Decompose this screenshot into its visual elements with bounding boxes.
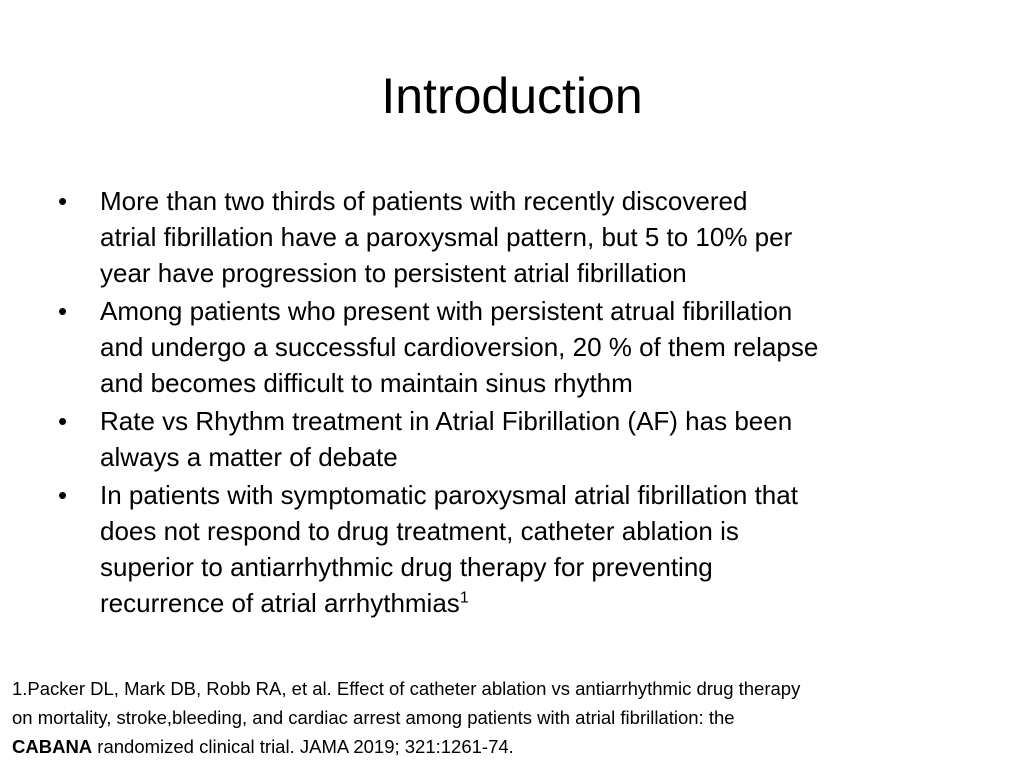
reference-line-1: 1.Packer DL, Mark DB, Robb RA, et al. Effect of catheter ablation vs antiarrhythmic drug therapy (12, 678, 801, 699)
bullet-list (58, 183, 978, 623)
bullet-dot-icon: • (58, 186, 68, 216)
bullet-line: In patients with symptomatic paroxysmal atrial fibrillation that (100, 480, 798, 510)
bullet-line: Rate vs Rhythm treatment in Atrial Fibrillation (AF) has been (100, 406, 793, 436)
slide-title: Introduction (381, 68, 643, 124)
bullet-item-3 (58, 403, 978, 475)
bullet-line-last (100, 585, 978, 621)
citation-superscript: 1 (459, 589, 469, 607)
bullet-item-1 (58, 183, 978, 291)
bullet-dot-icon: • (58, 480, 68, 510)
bullet-dot-icon: • (58, 296, 68, 326)
bullet-line: atrial fibrillation have a paroxysmal pattern, but 5 to 10% per (100, 222, 793, 252)
bullet-line: does not respond to drug treatment, catheter ablation is (100, 516, 739, 546)
bullet-dot-icon: • (58, 406, 68, 436)
reference-line-3: randomized clinical trial. JAMA 2019; 321:1261-74. (92, 736, 514, 757)
bullet-line: and undergo a successful cardioversion, 20 % of them relapse (100, 332, 819, 362)
reference-citation (12, 674, 1017, 761)
bullet-line-text: recurrence of atrial arrhythmias (100, 588, 460, 618)
bullet-item-2 (58, 293, 978, 401)
bullet-line: always a matter of debate (100, 442, 398, 472)
bullet-line: and becomes difficult to maintain sinus rhythm (100, 368, 633, 398)
reference-trial-name: CABANA (12, 736, 93, 757)
reference-line-2: on mortality, stroke,bleeding, and cardiac arrest among patients with atrial fibrillation: the (12, 707, 735, 728)
bullet-line: superior to antiarrhythmic drug therapy for preventing (100, 552, 713, 582)
bullet-line: Among patients who present with persistent atrual fibrillation (100, 296, 793, 326)
bullet-line: year have progression to persistent atrial fibrillation (100, 258, 687, 288)
bullet-line: More than two thirds of patients with recently discovered (100, 186, 748, 216)
bullet-item-4 (58, 477, 978, 621)
